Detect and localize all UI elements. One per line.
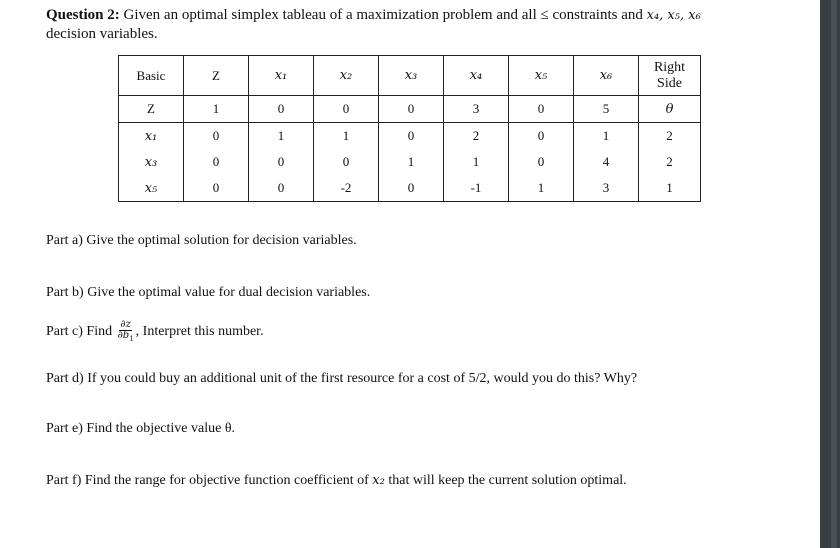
coefficient-cell: 1 bbox=[444, 149, 509, 175]
coefficient-cell: 2 bbox=[444, 123, 509, 150]
basic-variable-cell: x₁ bbox=[119, 123, 184, 150]
coefficient-cell: 1 bbox=[509, 175, 574, 202]
coefficient-cell: -2 bbox=[314, 175, 379, 202]
header-x4: x₄ bbox=[444, 56, 509, 96]
question-text-cont: decision variables. bbox=[46, 26, 158, 42]
right-side-cell: 1 bbox=[639, 175, 701, 202]
tableau-row bbox=[119, 175, 701, 202]
coefficient-cell: 0 bbox=[184, 149, 249, 175]
question-heading: Question 2: bbox=[46, 7, 120, 23]
slack-variables: x₄, x₅, x₆ bbox=[646, 8, 701, 23]
scrollbar-track[interactable] bbox=[831, 0, 837, 548]
right-side-cell: 2 bbox=[639, 123, 701, 150]
part-d: Part d) If you could buy an additional unit of the first resource for a cost of 5/2, would you do this? Why? bbox=[46, 371, 638, 386]
partial-derivative bbox=[118, 320, 134, 344]
coefficient-cell: 0 bbox=[379, 175, 444, 202]
part-b: Part b) Give the optimal value for dual decision variables. bbox=[46, 285, 371, 300]
question-text: Given an optimal simplex tableau of a maximization problem and all ≤ constraints and bbox=[123, 7, 643, 23]
coefficient-cell: -1 bbox=[444, 175, 509, 202]
part-f bbox=[46, 472, 627, 490]
header-z: Z bbox=[184, 56, 249, 96]
header-x2: x₂ bbox=[314, 56, 379, 96]
right-side-cell: θ bbox=[639, 96, 701, 123]
coefficient-cell: 1 bbox=[184, 96, 249, 123]
part-e: Part e) Find the objective value θ. bbox=[46, 421, 236, 436]
coefficient-cell: 0 bbox=[509, 149, 574, 175]
coefficient-cell: 5 bbox=[574, 96, 639, 123]
coefficient-cell: 1 bbox=[314, 123, 379, 150]
header-x1: x₁ bbox=[249, 56, 314, 96]
scrollbar[interactable] bbox=[820, 0, 840, 548]
part-a: Part a) Give the optimal solution for decision variables. bbox=[46, 233, 357, 248]
coefficient-cell: 0 bbox=[249, 175, 314, 202]
part-c bbox=[46, 320, 264, 344]
basic-variable-cell: x₅ bbox=[119, 175, 184, 202]
coefficient-cell: 0 bbox=[249, 96, 314, 123]
coefficient-cell: 0 bbox=[314, 149, 379, 175]
partial-denominator: $\partial b_1$ bbox=[117, 330, 134, 343]
question-statement bbox=[46, 6, 806, 44]
basic-variable-cell: x₃ bbox=[119, 149, 184, 175]
coefficient-cell: 1 bbox=[379, 149, 444, 175]
coefficient-cell: 1 bbox=[249, 123, 314, 150]
part-f-prefix: Part f) Find the range for objective function coefficient of bbox=[46, 473, 369, 488]
header-x3: x₃ bbox=[379, 56, 444, 96]
tableau-body bbox=[119, 96, 701, 202]
coefficient-cell: 0 bbox=[184, 123, 249, 150]
part-c-prefix: Part c) Find bbox=[46, 324, 113, 340]
partial-numerator: ∂z bbox=[120, 319, 131, 330]
coefficient-cell: 0 bbox=[509, 123, 574, 150]
basic-variable-cell: Z bbox=[119, 96, 184, 123]
coefficient-cell: 1 bbox=[574, 123, 639, 150]
simplex-tableau bbox=[118, 55, 701, 202]
coefficient-cell: 0 bbox=[314, 96, 379, 123]
coefficient-cell: 4 bbox=[574, 149, 639, 175]
tableau-row bbox=[119, 149, 701, 175]
tableau-header-row bbox=[119, 56, 701, 96]
coefficient-cell: 0 bbox=[509, 96, 574, 123]
coefficient-cell: 3 bbox=[574, 175, 639, 202]
tableau-row bbox=[119, 123, 701, 150]
coefficient-cell: 0 bbox=[249, 149, 314, 175]
part-f-variable: x₂ bbox=[372, 473, 385, 488]
header-right-side: Right Side bbox=[639, 56, 701, 96]
coefficient-cell: 0 bbox=[379, 123, 444, 150]
part-c-suffix: , Interpret this number. bbox=[135, 324, 264, 340]
header-x5: x₅ bbox=[509, 56, 574, 96]
right-side-cell: 2 bbox=[639, 149, 701, 175]
header-x6: x₆ bbox=[574, 56, 639, 96]
tableau-row bbox=[119, 96, 701, 123]
part-f-suffix: that will keep the current solution optimal. bbox=[388, 473, 627, 488]
coefficient-cell: 0 bbox=[379, 96, 444, 123]
coefficient-cell: 3 bbox=[444, 96, 509, 123]
header-basic: Basic bbox=[119, 56, 184, 96]
coefficient-cell: 0 bbox=[184, 175, 249, 202]
